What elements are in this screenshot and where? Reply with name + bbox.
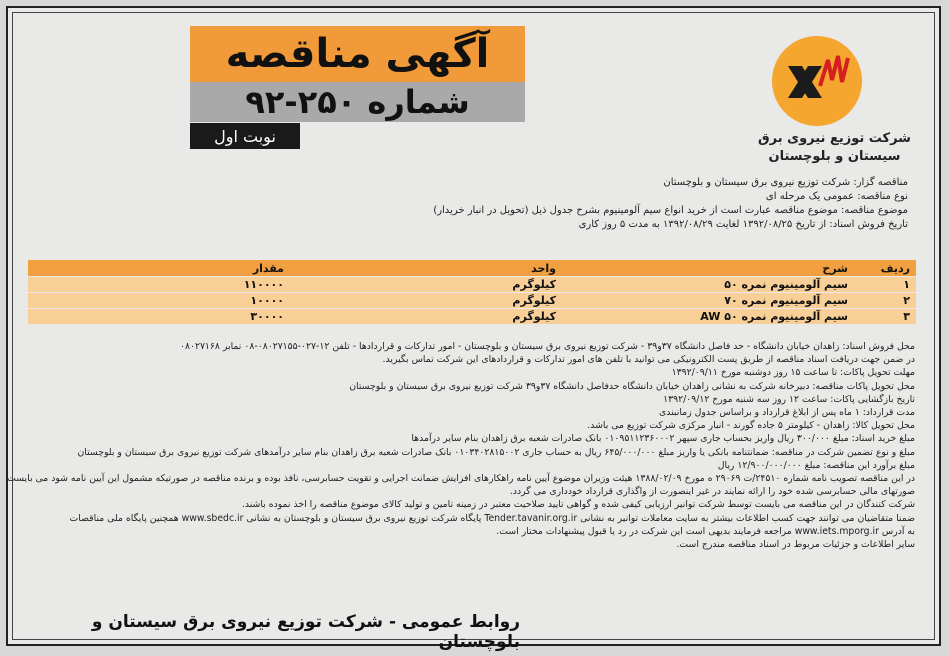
cell-row-number: ۲ xyxy=(854,293,916,309)
header-description: شرح xyxy=(562,260,854,277)
table-row xyxy=(28,309,916,325)
detail-line: مبلغ خرید اسناد: مبلغ ۳۰۰/۰۰۰ ریال واریز بحساب جاری سپهر ۰۱۰۹۵۱۱۲۳۶۰۰۰۲ بانک صادرات شعبه برق زاهدان بنام سایر درآمدها xyxy=(411,433,915,445)
table-row xyxy=(28,277,916,293)
header-row-number: ردیف xyxy=(854,260,916,277)
detail-line: سایر اطلاعات و جزئیات مربوط در اسناد مناقصه مندرج است. xyxy=(676,539,915,551)
round-badge: نوبت اول xyxy=(190,123,300,149)
tender-info xyxy=(433,176,908,232)
cell-description: سیم آلومینیوم نمره ۵۰ xyxy=(562,277,854,293)
detail-line: مبلغ برآورد این مناقصه: مبلغ ۱۲/۹۰۰/۰۰۰/۰۰۰ ریال xyxy=(717,459,915,471)
detail-line: مدت قرارداد: ۱ ماه پس از ابلاغ قرارداد و براساس جدول زمانبندی xyxy=(658,407,915,419)
info-line: مناقصه گزار: شرکت توزیع نیروی برق سیستان و بلوچستان xyxy=(663,177,908,188)
cell-row-number: ۱ xyxy=(854,277,916,293)
detail-line: تاریخ بازگشایی پاکات: ساعت ۱۲ روز سه شنبه مورخ ۱۳۹۲/۰۹/۱۲ xyxy=(663,393,915,405)
cell-quantity: ۳۰۰۰۰ xyxy=(28,309,290,325)
ad-title: آگهی مناقصه xyxy=(225,31,490,77)
detail-line: شرکت کنندگان در این مناقصه می بایست توسط شرکت توانیر ارزیابی کیفی شده و گواهی تایید صلاحیت معتبر در زمینه تامین و تولید کالای موضوع مناقصه را اخذ نموده باشند. xyxy=(241,499,915,511)
detail-line: محل تحویل پاکات مناقصه: دبیرخانه شرکت به نشانی زاهدان خیابان دانشگاه حدفاصل دانشگاه ۳۷و۳۹ شرکت توزیع نیروی برق سیستان و بلوچستان xyxy=(349,380,915,392)
header-unit: واحد xyxy=(290,260,562,277)
company-line-1: شرکت توزیع نیروی برق xyxy=(758,131,911,146)
table-header-row xyxy=(28,260,916,277)
tender-details xyxy=(7,340,915,551)
cell-unit: کیلوگرم xyxy=(290,309,562,325)
items-table xyxy=(28,260,916,324)
detail-line: در ضمن جهت دریافت اسناد مناقصه از طریق پست الکترونیکی می توانید با تلفن های امور تدارکات و قراردادهای این شرکت تماس بگیرید. xyxy=(382,354,915,366)
cell-row-number: ۳ xyxy=(854,309,916,325)
detail-line: صورتهای مالی حسابرسی شده خود را ارائه نمایند در غیر اینصورت از واگذاری قرارداد خودداری می گردد. xyxy=(509,486,915,498)
detail-line: مهلت تحویل پاکات: تا ساعت ۱۵ روز دوشنبه مورخ ۱۳۹۲/۰۹/۱۱ xyxy=(671,367,915,379)
company-line-2: سیستان و بلوچستان xyxy=(768,149,901,164)
cell-description: سیم آلومینیوم نمره ۷۰ xyxy=(562,293,854,309)
power-lightning-logo-icon xyxy=(772,36,862,126)
info-line: تاریخ فروش اسناد: از تاریخ ۱۳۹۲/۰۸/۲۵ لغایت ۱۳۹۲/۰۸/۲۹ به مدت ۵ روز کاری xyxy=(578,219,908,230)
cell-quantity: ۱۱۰۰۰۰ xyxy=(28,277,290,293)
info-line: موضوع مناقصه: موضوع مناقصه عبارت است از خرید انواع سیم آلومینیوم بشرح جدول ذیل (تحویل در انبار خریدار) xyxy=(433,205,908,216)
detail-line: به آدرس www.iets.mporg.ir مراجعه فرمایند بدیهی است این شرکت در رد یا قبول پیشنهادات مختار است. xyxy=(496,525,915,537)
info-line: نوع مناقصه: عمومی یک مرحله ای xyxy=(765,191,908,202)
tender-number: شماره ۲۵۰-۹۲ xyxy=(190,82,525,122)
table-row xyxy=(28,293,916,309)
company-name xyxy=(752,130,917,166)
detail-line: ضمنا متقاضیان می توانند جهت کسب اطلاعات بیشتر به سایت معاملات توانیر به نشانی Tender.tavanir.org.ir پایگاه شرکت توزیع نیروی برق سیستان و بلوچستان به نشانی www.sbedc.ir همچنین پایگاه ملی مناقصات xyxy=(69,512,915,524)
cell-unit: کیلوگرم xyxy=(290,277,562,293)
detail-line: محل فروش اسناد: زاهدان خیابان دانشگاه - حد فاصل دانشگاه ۳۷و۳۹ - شرکت توزیع نیروی برق سیستان و بلوچستان - امور تدارکات و قراردادها - تلفن ۱۲-۰۲۷-۰۸۰۲۷۱۵۵-۰۸ نمابر ۰۸۰۲۷۱۶۸ xyxy=(179,341,915,352)
cell-quantity: ۱۰۰۰۰ xyxy=(28,293,290,309)
cell-description: سیم آلومینیوم نمره ۵۰ AW xyxy=(562,309,854,325)
cell-unit: کیلوگرم xyxy=(290,293,562,309)
header-quantity: مقدار xyxy=(28,260,290,277)
detail-line: در این مناقصه تصویب نامه شماره ۲۴۵۱۰/ت ۲۹۰۶۹ ه مورخ ۱۳۸۸/۰۲/۰۹ هیئت وزیران موضوع آیین نامه راهکارهای افزایش ضمانت اجرایی و تقویت حسابرسی، نافذ بوده و برنده مناقصه در صورتیکه مشمول این آیین نامه شود می بایست xyxy=(7,473,915,485)
detail-line: محل تحویل کالا: زاهدان - کیلومتر ۵ جاده گورند - انبار مرکزی شرکت توزیع می باشد. xyxy=(587,420,915,432)
detail-line: مبلغ و نوع تضمین شرکت در مناقصه: ضمانتنامه بانکی یا واریز مبلغ ۶۴۵/۰۰۰/۰۰۰ ریال به حساب جاری ۰۱۰۳۴۰۲۸۱۵۰۰۲ بانک صادرات شعبه برق زاهدان بنام سایر درآمدهای شرکت توزیع نیروی برق سیستان و بلوچستان xyxy=(77,446,915,458)
public-relations-signature: روابط عمومی - شرکت توزیع نیروی برق سیستان و بلوچستان xyxy=(91,612,520,652)
